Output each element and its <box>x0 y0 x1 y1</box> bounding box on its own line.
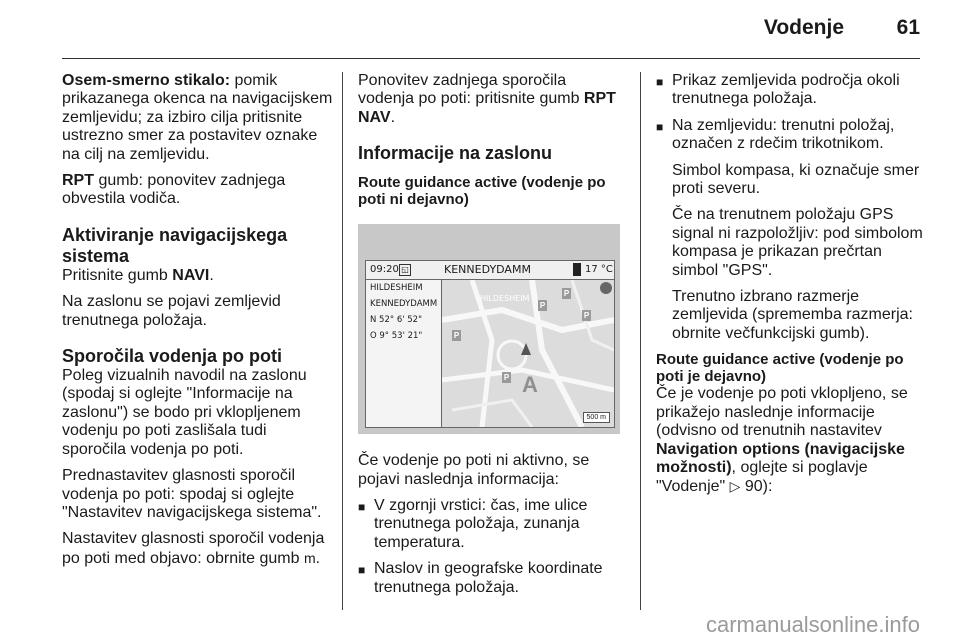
subheading-guidance-inactive: Route guidance active (vodenje po poti ni dejavno) <box>358 174 606 209</box>
display-time: 09:20 <box>370 264 399 276</box>
paragraph-text: , oglejte si poglavje "Vodenje" <box>656 458 868 496</box>
paragraph-text: Nastavitev glasnosti sporočil vodenja po poti med objavo: obrnite gumb <box>62 530 325 567</box>
page-header <box>0 0 960 58</box>
parking-icon: P <box>539 301 546 311</box>
thermometer-icon <box>573 263 581 276</box>
term-rpt: RPT <box>62 172 94 190</box>
paragraph-text: 90): <box>740 478 773 496</box>
bullet-icon: ■ <box>358 563 366 578</box>
paragraph-volume-adjust <box>62 530 334 568</box>
parking-icon: P <box>503 373 510 383</box>
parking-icon: P <box>563 289 570 299</box>
paragraph-eight-way-switch <box>62 72 334 164</box>
page-number: 61 <box>896 16 920 39</box>
paragraph-map-appears: Na zaslonu se pojavi zemljevid trenutnega položaja. <box>62 293 281 329</box>
display-temperature: 17 °C <box>585 264 613 276</box>
display-road: KENNEDYDAMM <box>370 299 438 310</box>
heading-screen-info: Informacije na zaslonu <box>358 143 553 164</box>
knob-icon: m <box>303 549 316 566</box>
position-marker-icon <box>521 343 531 355</box>
bullet-icon: ■ <box>358 500 366 515</box>
parking-icon: P <box>453 331 460 341</box>
column-right <box>656 72 924 505</box>
paragraph-inactive-info: Če vodenje po poti ni aktivno, se pojavi naslednja informacija: <box>358 452 590 488</box>
bullet-text: V zgornji vrstici: čas, ime ulice trenutnega položaja, zunanja temperatura. <box>374 497 588 551</box>
subparagraph-gps: Če na trenutnem položaju GPS signal ni razpoložljiv: pod simbolom kompasa je prikazan prečrtan simbol "GPS". <box>672 206 923 279</box>
paragraph-text: Pritisnite gumb <box>62 266 173 284</box>
bullet-address <box>358 560 626 597</box>
display-latitude: N 52° 6' 52" <box>370 315 423 326</box>
paragraph-text: . <box>315 549 321 567</box>
map-city-label: HILDESHEIM <box>480 294 530 304</box>
navigation-screen-image <box>358 224 620 434</box>
paragraph-text: gumb: ponovitev zadnjega obvestila vodiča. <box>62 172 286 208</box>
paragraph-visual-guidance: Poleg vizualnih navodil na zaslonu (spodaj si oglejte "Informacije na zaslonu") se bodo pri vklopljenem vodenju po poti zaslišala tudi sporočila vodenja po poti. <box>62 367 307 458</box>
page-reference-icon: ▷ <box>729 478 741 495</box>
paragraph-text: pomik prikazanega okenca na navigacijskem zemljevidu; za izbiro cilja pritisnite ustrezno smer za postavitev oznake na cilj na zemljevidu. <box>62 72 333 163</box>
column-middle <box>358 72 626 605</box>
paragraph-text: . <box>390 108 396 126</box>
bullet-map-display <box>656 72 924 109</box>
subheading-guidance-active: Route guidance active (vodenje po poti je dejavno) <box>656 351 904 386</box>
term-navi: NAVI <box>172 266 210 284</box>
navigation-display <box>365 260 615 428</box>
paragraph-rpt <box>62 172 334 209</box>
paragraph-active-info <box>656 385 924 496</box>
paragraph-press-navi <box>62 267 334 285</box>
gps-icon: ◱ <box>399 264 411 276</box>
display-street: KENNEDYDAMM <box>444 263 531 277</box>
display-city: HILDESHEIM <box>370 283 423 294</box>
display-info-panel <box>366 280 442 427</box>
watermark: carmanualsonline.info <box>705 612 920 637</box>
column-divider <box>342 72 343 610</box>
term-rpt-nav: RPT NAV <box>358 90 616 126</box>
parking-icon: P <box>583 311 590 321</box>
heading-guidance-messages: Sporočila vodenja po poti <box>62 346 283 367</box>
page-title: Vodenje <box>763 16 844 39</box>
bullet-text: Na zemljevidu: trenutni položaj, označen z rdečim trikotnikom. <box>672 116 895 153</box>
map-scale: 500 m <box>583 412 610 423</box>
paragraph-text: Ponovitev zadnjega sporočila vodenja po poti: pritisnite gumb <box>358 72 584 108</box>
heading-activate-navigation: Aktiviranje navigacijskega sistema <box>62 224 288 266</box>
display-map <box>442 280 614 427</box>
column-divider <box>640 72 641 610</box>
paragraph-text: . <box>209 266 214 284</box>
paragraph-repeat-message <box>358 72 626 127</box>
term-navigation-options: Navigation options (navigacijske možnosti) <box>656 440 905 476</box>
bullet-on-map <box>656 117 924 154</box>
bullet-text: Naslov in geografske koordinate trenutnega položaja. <box>374 560 603 596</box>
column-left <box>62 72 334 576</box>
header-divider <box>62 58 920 59</box>
bullet-top-row <box>358 497 626 552</box>
term-eight-way-switch: Osem-smerno stikalo: <box>62 72 231 89</box>
paragraph-volume-preset: Prednastavitev glasnosti sporočil vodenja po poti: spodaj si oglejte "Nastavitev navigacijskega sistema". <box>62 467 322 521</box>
bullet-icon: ■ <box>656 119 664 134</box>
subparagraph-compass: Simbol kompasa, ki označuje smer proti severu. <box>672 161 920 198</box>
bullet-icon: ■ <box>656 75 664 89</box>
subparagraph-scale: Trenutno izbrano razmerje zemljevida (sprememba razmerja: obrnite večfunkcijski gumb). <box>672 288 913 342</box>
map-poi-a: A <box>522 372 538 398</box>
display-top-bar <box>366 261 614 280</box>
display-longitude: O 9° 53' 21" <box>370 331 423 342</box>
paragraph-text: Če je vodenje po poti vklopljeno, se prikažejo naslednje informacije (odvisno od trenutnih nastavitev <box>656 385 908 440</box>
bullet-text: Prikaz zemljevida področja okoli trenutnega položaja. <box>672 72 900 108</box>
